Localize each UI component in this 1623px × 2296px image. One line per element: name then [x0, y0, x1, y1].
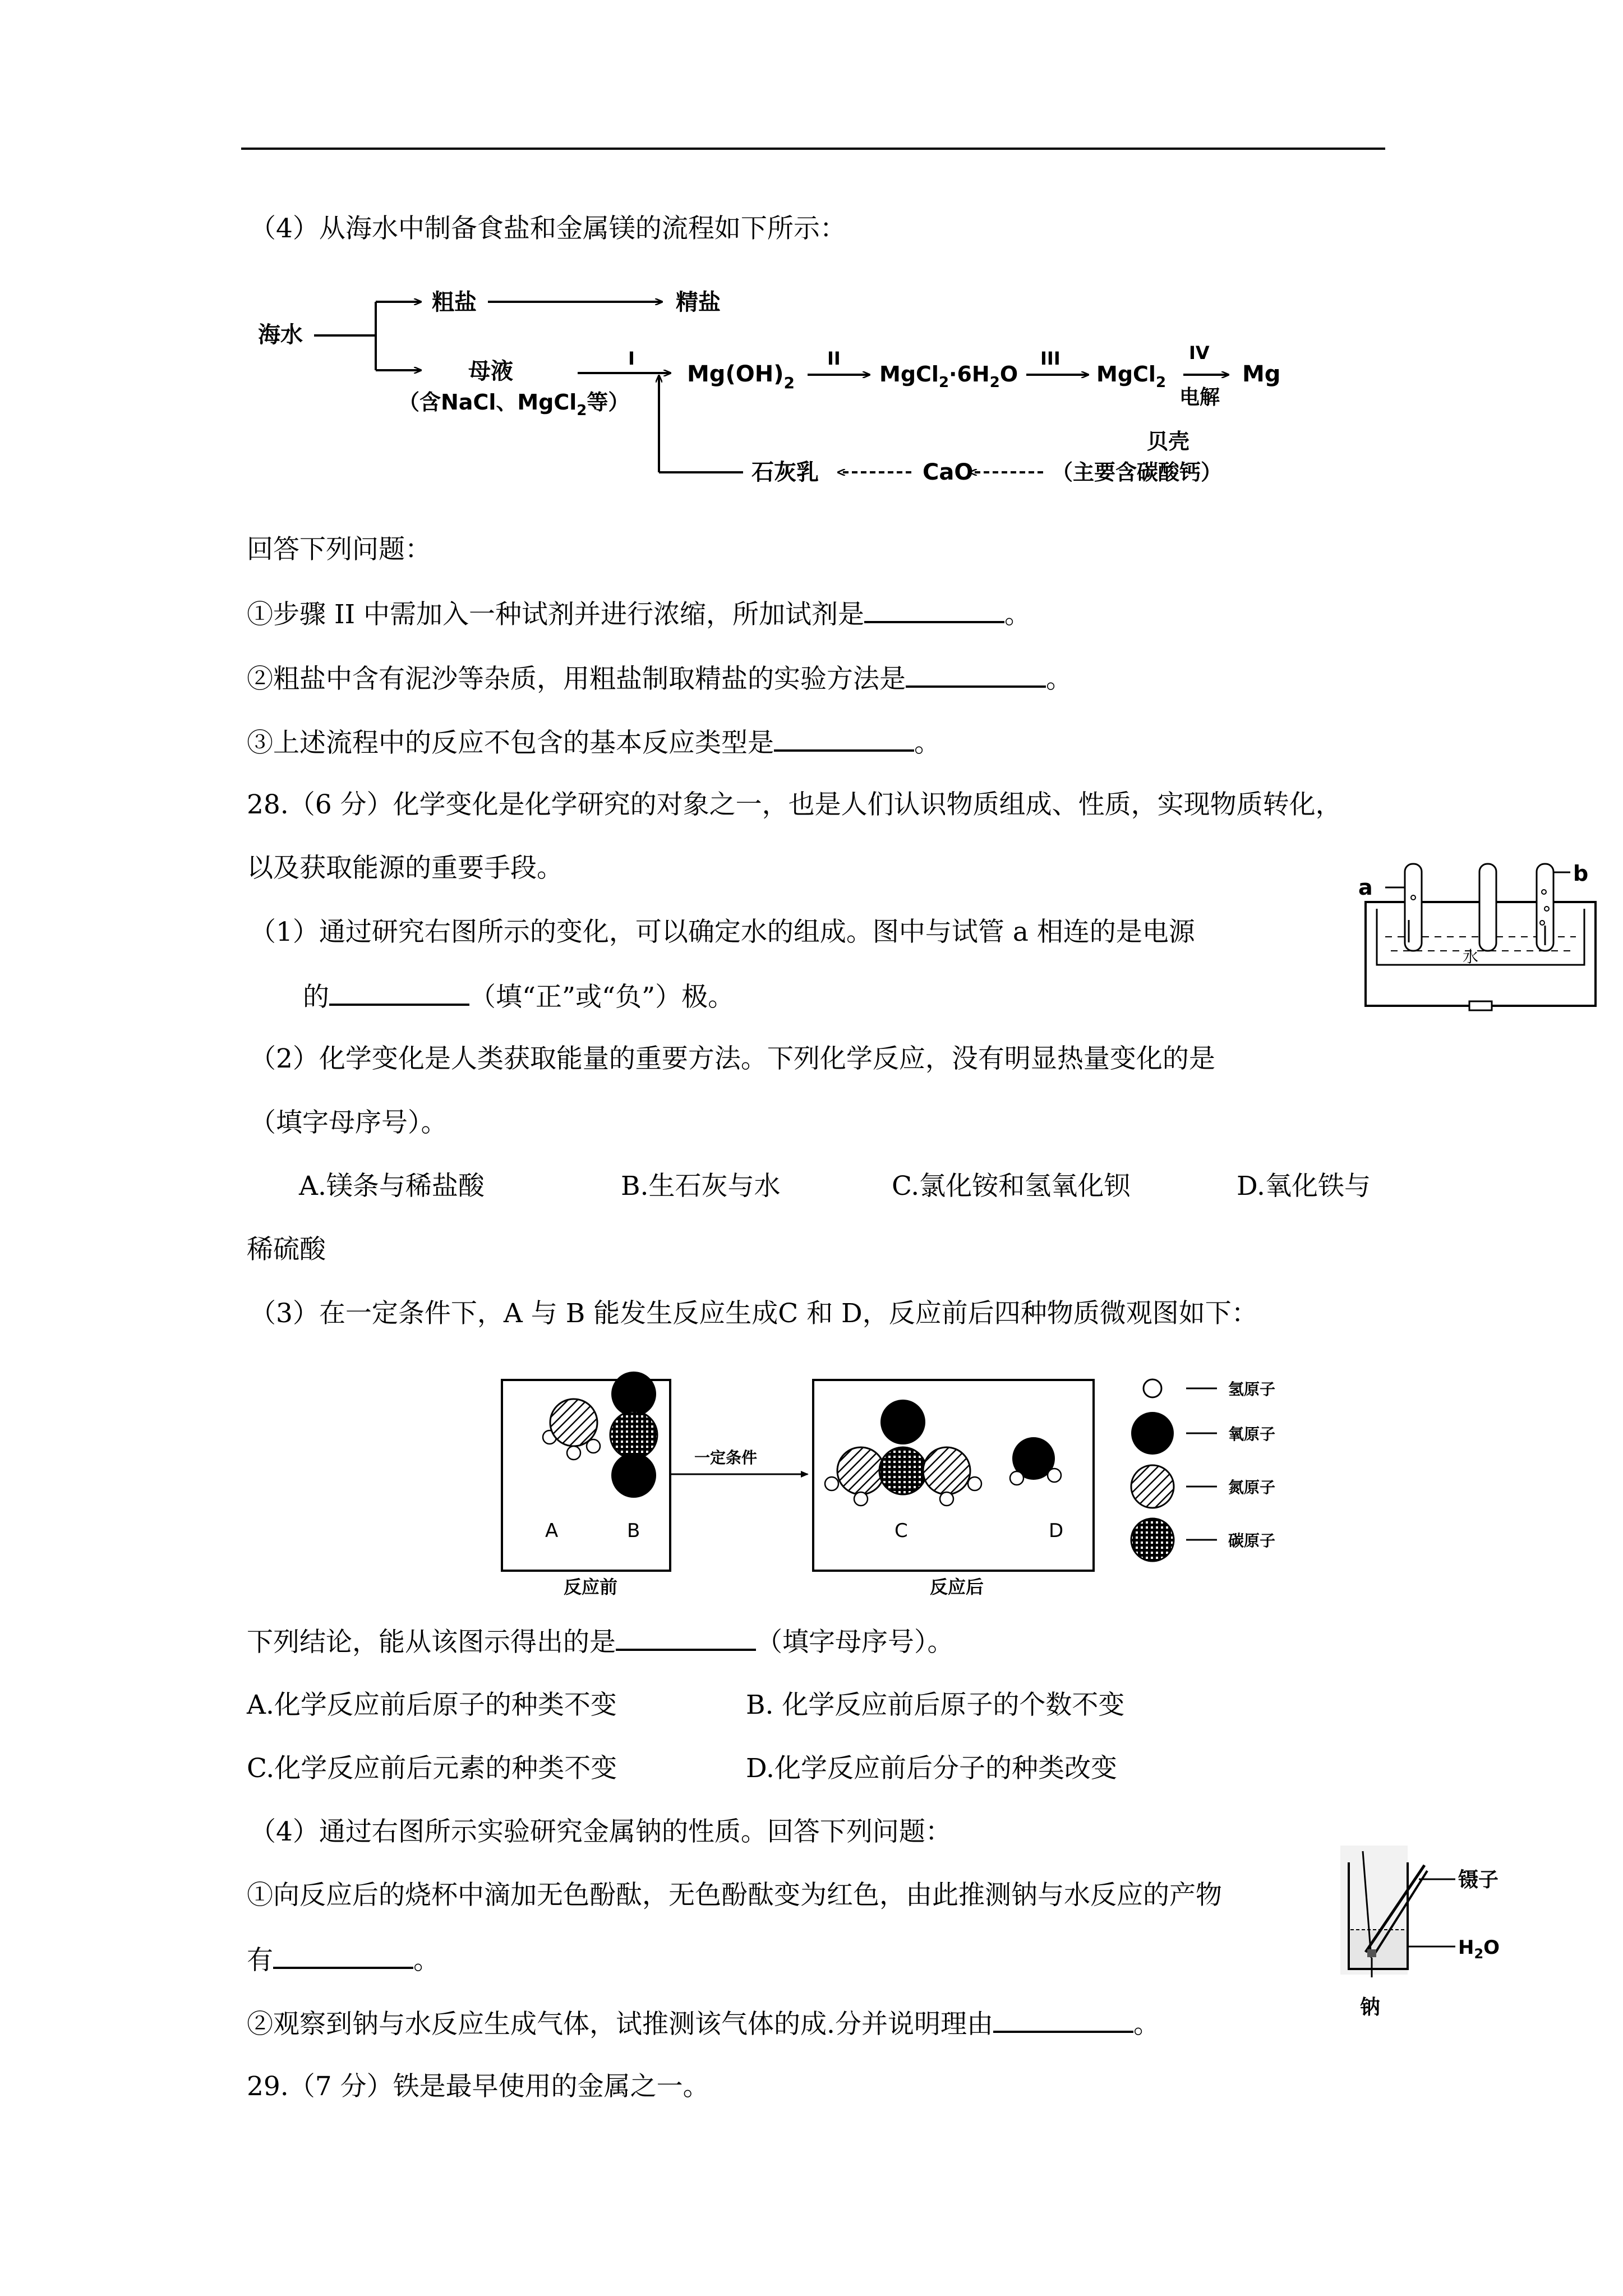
q28-p3-intro: （3）在一定条件下，A 与 B 能发生反应生成C 和 D，反应前后四种物质微观图如下： [250, 1298, 1258, 1329]
q27-4-q3: ③上述流程中的反应不包含的基本反应类型是 。 [247, 725, 940, 760]
q27-4-q2: ②粗盐中含有泥沙等杂质，用粗盐制取精盐的实验方法是 。 [247, 661, 1072, 696]
molecule-a-nh3 [543, 1399, 600, 1460]
hydrogen-atom [567, 1446, 580, 1460]
molecule-b-co2 [610, 1372, 657, 1498]
label-water: 水 [1463, 947, 1479, 966]
oxygen-atom [611, 1372, 656, 1416]
test-tube-b [1479, 864, 1496, 951]
nitrogen-atom [923, 1447, 970, 1494]
q28-p4-intro: （4）通过右图所示实验研究金属钠的性质。回答下列问题： [250, 1816, 952, 1847]
q28-p3-option-b: B. 化学反应前后原子的个数不变 [746, 1690, 1125, 1720]
answer-blank[interactable] [329, 979, 469, 1006]
q28-p4-q2: ②观察到钠与水反应生成气体，试推测该气体的成.分并说明理由 。 [247, 2006, 1160, 2041]
flow-mg: Mg [1242, 361, 1281, 387]
q28-p2-line2: （填字母序号）。 [250, 1107, 448, 1138]
label-after: 反应后 [930, 1576, 984, 1598]
legend-hydrogen-icon [1144, 1379, 1161, 1397]
label-water: $H_2O$ [1458, 1936, 1500, 1962]
q28-p2-option-c: C.氯化铵和氢氧化钡 [892, 1171, 1131, 1202]
answer-blank[interactable] [616, 1624, 756, 1651]
legend-oxygen: 氧原子 [1228, 1425, 1276, 1443]
q28-p4-q1-line2: 有 。 [247, 1942, 440, 1977]
hydrogen-atom [968, 1477, 981, 1490]
atom-legend [1131, 1379, 1275, 1561]
label-sodium: 钠 [1360, 1996, 1381, 2019]
nitrogen-atom [550, 1399, 597, 1446]
water-electrolysis-figure [1352, 853, 1598, 1021]
flow-mother-liquor: 母液 [468, 358, 513, 384]
carbon-atom [610, 1411, 657, 1458]
molecule-d-water [1010, 1437, 1061, 1485]
label-before: 反应前 [564, 1576, 618, 1598]
label-b: b [1573, 861, 1589, 886]
flow-cao: CaO [923, 459, 974, 485]
label-a: A [545, 1520, 559, 1542]
legend-carbon: 碳原子 [1228, 1531, 1276, 1550]
q29-intro: 29.（7 分）铁是最早使用的金属之一。 [247, 2071, 709, 2102]
flow-step1: I [628, 348, 635, 369]
micro-reaction-figure [494, 1369, 1295, 1610]
legend-nitrogen-icon [1131, 1465, 1174, 1508]
flow-shell-note: （主要含碳酸钙） [1052, 460, 1223, 485]
header-rule [241, 148, 1385, 150]
carbon-atom [879, 1447, 926, 1494]
hydrogen-atom [587, 1439, 600, 1453]
answer-blank[interactable] [864, 596, 1004, 623]
salt-magnesium-flowchart [241, 269, 1307, 510]
answer-blank[interactable] [993, 2006, 1133, 2033]
hydrogen-atom [1010, 1471, 1023, 1485]
q28-p4-q1-line1: ①向反应后的烧杯中滴加无色酚酞，无色酚酞变为红色，由此推测钠与水反应的产物 [247, 1880, 1222, 1911]
sodium-water-figure [1329, 1840, 1514, 2025]
q28-intro-line1: 28.（6 分）化学变化是化学研究的对象之一，也是人们认识物质组成、性质，实现物质转化， [247, 789, 1342, 820]
flow-shell: 贝壳 [1147, 429, 1190, 454]
q28-p2-option-wrap: 稀硫酸 [247, 1234, 326, 1265]
flow-refined-salt: 精盐 [676, 289, 721, 315]
q27-4-q1: ①步骤 II 中需加入一种试剂并进行浓缩，所加试剂是 。 [247, 596, 1031, 632]
flow-step4: IV [1189, 342, 1210, 364]
legend-oxygen-icon [1131, 1412, 1174, 1455]
label-tweezers: 镊子 [1458, 1869, 1499, 1892]
legend-nitrogen: 氮原子 [1228, 1478, 1276, 1497]
hydrogen-atom [1048, 1469, 1061, 1482]
flow-step3: III [1040, 348, 1061, 369]
q28-intro-line2: 以及获取能源的重要手段。 [247, 853, 563, 884]
flow-mgcl2: MgCl$_2$ [1096, 362, 1166, 391]
power-supply [1469, 1001, 1492, 1010]
answer-prompt: 回答下列问题： [247, 534, 431, 565]
sodium-piece [1367, 1949, 1376, 1957]
hydrogen-atom [825, 1477, 838, 1490]
answer-blank[interactable] [906, 661, 1046, 688]
molecule-c-urea [825, 1400, 981, 1506]
q28-p2-line1: （2）化学变化是人类获取能量的重要方法。下列化学反应，没有明显热量变化的是 [250, 1043, 1215, 1074]
flow-step2: II [827, 348, 841, 369]
flow-mgcl2-6h2o: $MgCl_2\cdot 6H_2O$ [879, 362, 1018, 391]
legend-carbon-icon [1131, 1519, 1174, 1561]
q28-p2-option-a: A.镁条与稀盐酸 [299, 1171, 485, 1202]
oxygen-atom [611, 1453, 656, 1498]
hydrogen-atom [854, 1492, 868, 1506]
flow-crude-salt: 粗盐 [432, 289, 477, 315]
label-condition: 一定条件 [694, 1448, 758, 1467]
label-b: B [627, 1520, 640, 1542]
nitrogen-atom [837, 1447, 884, 1494]
q28-p2-option-b: B.生石灰与水 [621, 1171, 781, 1202]
flow-electrolysis: 电解 [1179, 386, 1220, 409]
flow-mg-oh: $Mg(OH)_2$ [687, 361, 795, 392]
q27-4-intro: （4）从海水中制备食盐和金属镁的流程如下所示： [250, 213, 846, 244]
q28-p1-line1: （1）通过研究右图所示的变化，可以确定水的组成。图中与试管 a 相连的是电源 [250, 917, 1195, 947]
flow-mother-note: （含NaCl、MgCl$_2$等） [398, 390, 630, 419]
q28-p3-conclusion: 下列结论，能从该图示得出的是 （填字母序号）。 [247, 1624, 954, 1659]
q28-p3-option-d: D.化学反应前后分子的种类改变 [746, 1753, 1117, 1784]
flow-lime-milk: 石灰乳 [751, 459, 819, 485]
test-tube-a [1405, 864, 1422, 951]
flow-seawater: 海水 [258, 322, 303, 348]
legend-hydrogen: 氢原子 [1228, 1380, 1276, 1398]
label-a: a [1358, 875, 1373, 900]
q28-p2-option-d: D.氧化铁与 [1237, 1171, 1371, 1202]
label-c: C [895, 1520, 908, 1542]
q28-p3-option-a: A.化学反应前后原子的种类不变 [247, 1690, 617, 1720]
answer-blank[interactable] [774, 725, 914, 752]
answer-blank[interactable] [273, 1942, 413, 1969]
q28-p1-line2: 的 （填“正”或“负”）极。 [303, 979, 734, 1014]
oxygen-atom [880, 1400, 925, 1444]
hydrogen-atom [940, 1492, 953, 1506]
q28-p3-option-c: C.化学反应前后元素的种类不变 [247, 1753, 617, 1784]
label-d: D [1049, 1520, 1064, 1542]
